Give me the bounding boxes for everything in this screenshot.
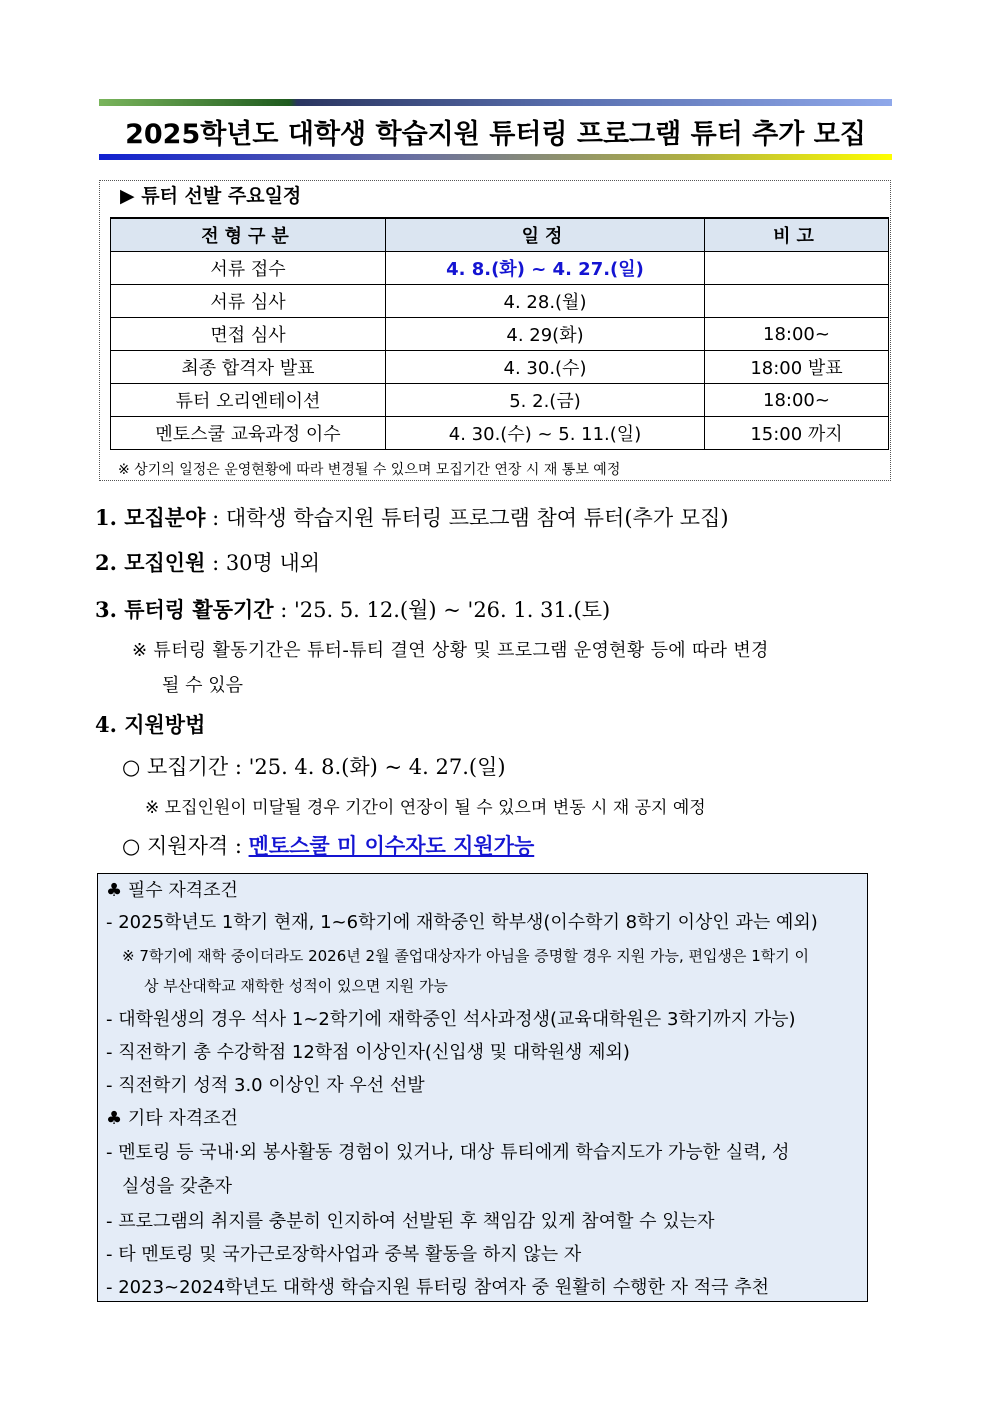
cell: 4. 8.(화) ~ 4. 27.(일) xyxy=(386,252,705,285)
section-1 xyxy=(95,502,729,532)
list-item-cont: 실성을 갖춘자 xyxy=(122,1176,233,1197)
cell: 18:00~ xyxy=(705,384,889,417)
list-item-note: 상 부산대학교 재학한 성적이 있으면 지원 가능 xyxy=(144,977,448,995)
cell: 튜터 오리엔테이션 xyxy=(111,384,386,417)
cell: 4. 28.(월) xyxy=(386,285,705,318)
table-row xyxy=(111,285,889,318)
other-heading: ♣ 기타 자격조건 xyxy=(106,1108,238,1129)
schedule-box xyxy=(99,180,891,481)
cell: 15:00 까지 xyxy=(705,417,889,450)
section-value: : 30명 내외 xyxy=(205,551,321,575)
table-row xyxy=(111,318,889,351)
title-bottom-bar xyxy=(99,154,892,160)
table-row xyxy=(111,351,889,384)
cell xyxy=(705,285,889,318)
section-label: 2. 모집인원 xyxy=(95,550,206,575)
cell: 4. 30.(수) xyxy=(386,351,705,384)
qualification-label: ○ 지원자격 : xyxy=(122,834,249,858)
cell: 멘토스쿨 교육과정 이수 xyxy=(111,417,386,450)
list-item-note: ※ 7학기에 재학 중이더라도 2026년 2월 졸업대상자가 아님을 증명할 경우 지원 가능, 편입생은 1학기 이 xyxy=(122,947,810,965)
list-item: - 직전학기 성적 3.0 이상인 자 우선 선발 xyxy=(106,1075,425,1096)
cell: 최종 합격자 발표 xyxy=(111,351,386,384)
section-label: 1. 모집분야 xyxy=(95,505,206,530)
table-row xyxy=(111,252,889,285)
cell: 4. 29(화) xyxy=(386,318,705,351)
recruit-period: ○ 모집기간 : '25. 4. 8.(화) ~ 4. 27.(일) xyxy=(122,755,506,779)
section-label: 3. 튜터링 활동기간 xyxy=(95,597,274,622)
cell: 4. 30.(수) ~ 5. 11.(일) xyxy=(386,417,705,450)
table-row xyxy=(111,384,889,417)
col-header: 일정 xyxy=(386,218,705,252)
cell: 면접 심사 xyxy=(111,318,386,351)
list-item: - 멘토링 등 국내·외 봉사활동 경험이 있거나, 대상 튜티에게 학습지도가 가능한 실력, 성 xyxy=(106,1142,790,1163)
list-item: - 2025학년도 1학기 현재, 1~6학기에 재학중인 학부생(이수학기 8학기 이상인 과는 예외) xyxy=(106,912,818,933)
section-4 xyxy=(95,709,205,739)
section-value: : '25. 5. 12.(월) ~ '26. 1. 31.(토) xyxy=(273,598,611,622)
cell: 18:00~ xyxy=(705,318,889,351)
schedule-heading: ▶ 튜터 선발 주요일정 xyxy=(120,185,302,207)
section-3 xyxy=(95,594,610,624)
section-2 xyxy=(95,547,320,577)
required-heading: ♣ 필수 자격조건 xyxy=(106,880,238,901)
table-header xyxy=(111,218,889,252)
schedule-note: ※ 상기의 일정은 운영현황에 따라 변경될 수 있으며 모집기간 연장 시 재 통보 예정 xyxy=(118,462,621,478)
list-item: - 직전학기 총 수강학점 12학점 이상인자(신입생 및 대학원생 제외) xyxy=(106,1042,630,1063)
list-item: - 타 멘토링 및 국가근로장학사업과 중복 활동을 하지 않는 자 xyxy=(106,1244,582,1265)
col-header: 전형구분 xyxy=(111,218,386,252)
cell: 서류 접수 xyxy=(111,252,386,285)
table-row xyxy=(111,417,889,450)
cell: 5. 2.(금) xyxy=(386,384,705,417)
page-title: 2025학년도 대학생 학습지원 튜터링 프로그램 튜터 추가 모집 xyxy=(125,119,866,150)
cell: 서류 심사 xyxy=(111,285,386,318)
qualification-link[interactable]: 멘토스쿨 미 이수자도 지원가능 xyxy=(248,833,535,858)
section-value: : 대학생 학습지원 튜터링 프로그램 참여 튜터(추가 모집) xyxy=(205,506,729,530)
schedule-table xyxy=(110,217,889,450)
list-item: - 프로그램의 취지를 충분히 인지하여 선발된 후 책임감 있게 참여할 수 있는자 xyxy=(106,1211,715,1232)
col-header: 비고 xyxy=(705,218,889,252)
list-item: - 2023~2024학년도 대학생 학습지원 튜터링 참여자 중 원활히 수행한 자 적극 추천 xyxy=(106,1277,769,1298)
cell: 18:00 발표 xyxy=(705,351,889,384)
section-label: 4. 지원방법 xyxy=(95,712,206,737)
cell xyxy=(705,252,889,285)
recruit-period-note: ※ 모집인원이 미달될 경우 기간이 연장이 될 수 있으며 변동 시 재 공지 예정 xyxy=(145,798,706,818)
section-3-note: ※ 튜터링 활동기간은 튜터-튜티 결연 상황 및 프로그램 운영현황 등에 따라 변경 xyxy=(132,640,769,661)
qualification-line xyxy=(122,830,534,860)
qualifications-box xyxy=(97,873,868,1302)
list-item: - 대학원생의 경우 석사 1~2학기에 재학중인 석사과정생(교육대학원은 3학기까지 가능) xyxy=(106,1009,796,1030)
title-top-bar xyxy=(99,99,892,106)
section-3-note-cont: 될 수 있음 xyxy=(162,675,243,696)
